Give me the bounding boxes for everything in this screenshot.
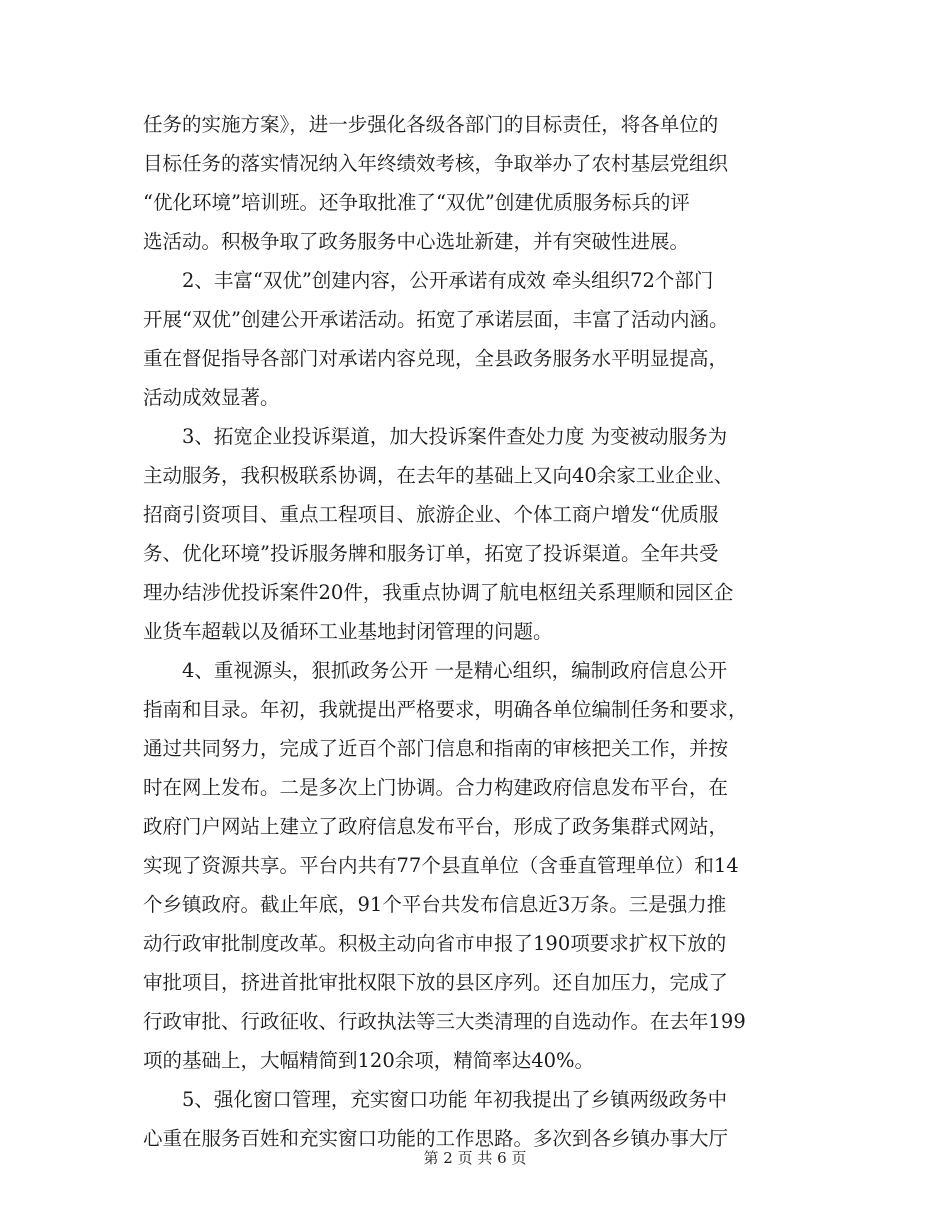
text-line: 心重在服务百姓和充实窗口功能的工作思路。多次到各乡镇办事大厅	[143, 1127, 729, 1150]
paragraph-start-line: 2、丰富“双优”创建内容，公开承诺有成效 牵头组织72个部门	[182, 269, 714, 292]
text-line: 行政审批、行政征收、行政执法等三大类清理的自选动作。在去年199	[143, 1010, 746, 1033]
text-line: 任务的实施方案》，进一步强化各级各部门的目标责任，将各单位的	[143, 113, 719, 136]
text-line: 时在网上发布。二是多次上门协调。合力构建政府信息发布平台，在	[143, 776, 729, 799]
text-line: 实现了资源共享。平台内共有77个县直单位（含垂直管理单位）和14	[143, 854, 739, 877]
text-line: 理办结涉优投诉案件20件，我重点协调了航电枢纽关系理顺和园区企	[143, 581, 734, 604]
text-line: 开展“双优”创建公开承诺活动。拓宽了承诺层面，丰富了活动内涵。	[143, 308, 729, 331]
body-text	[143, 105, 813, 1158]
text-line: 活动成效显著。	[143, 386, 280, 409]
text-line: 务、优化环境”投诉服务牌和服务订单，拓宽了投诉渠道。全年共受	[143, 542, 719, 565]
text-line: 项的基础上，大幅精简到120余项，精简率达40%。	[143, 1049, 595, 1072]
text-line: 招商引资项目、重点工程项目、旅游企业、个体工商户增发“优质服	[143, 503, 719, 526]
text-line: 主动服务，我积极联系协调，在去年的基础上又向40余家工业企业、	[143, 464, 734, 487]
text-line: 政府门户网站上建立了政府信息发布平台，形成了政务集群式网站，	[143, 815, 729, 838]
text-line: 目标任务的落实情况纳入年终绩效考核，争取举办了农村基层党组织	[143, 152, 729, 175]
text-line: 指南和目录。年初，我就提出严格要求，明确各单位编制任务和要求，	[143, 698, 748, 721]
paragraph-start-line: 5、强化窗口管理，充实窗口功能 年初我提出了乡镇两级政务中	[182, 1088, 728, 1111]
text-line: 通过共同努力，完成了近百个部门信息和指南的审核把关工作，并按	[143, 737, 729, 760]
text-line: 动行政审批制度改革。积极主动向省市申报了190项要求扩权下放的	[143, 932, 727, 955]
page-footer: 第 2 页 共 6 页	[423, 1149, 527, 1167]
text-line: 个乡镇政府。截止年底，91个平台共发布信息近3万条。三是强力推	[143, 893, 727, 916]
paragraph-start-line: 3、拓宽企业投诉渠道，加大投诉案件查处力度 为变被动服务为	[182, 425, 728, 448]
text-line: 选活动。积极争取了政务服务中心选址新建，并有突破性进展。	[143, 230, 690, 253]
text-line: 重在督促指导各部门对承诺内容兑现，全县政务服务水平明显提高，	[143, 347, 729, 370]
text-line: “优化环境”培训班。还争取批准了“双优”创建优质服务标兵的评	[143, 191, 690, 214]
text-line: 审批项目，挤进首批审批权限下放的县区序列。还自加压力，完成了	[143, 971, 729, 994]
text-line: 业货车超载以及循环工业基地封闭管理的问题。	[143, 620, 553, 643]
paragraph-start-line: 4、重视源头，狠抓政务公开 一是精心组织，编制政府信息公开	[182, 659, 728, 682]
